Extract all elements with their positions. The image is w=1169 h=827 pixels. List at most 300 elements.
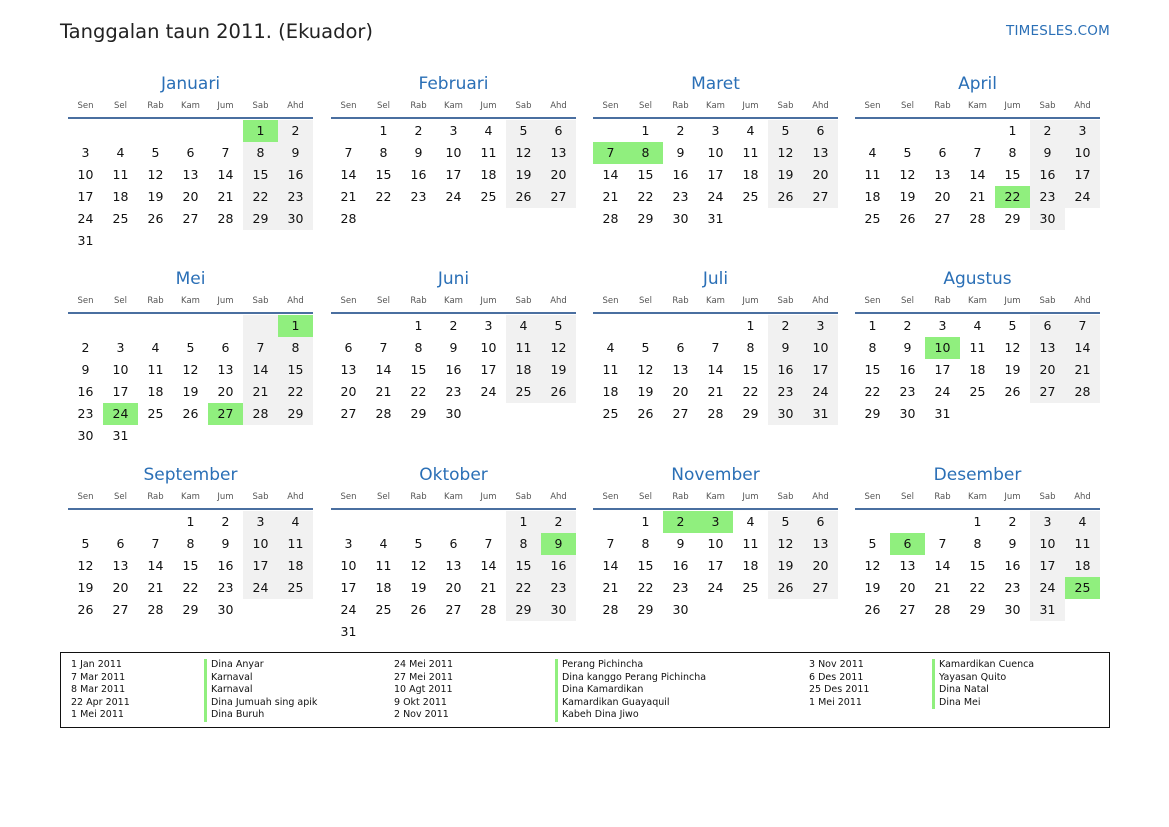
day-cell: 14 [602, 167, 619, 182]
empty-day-cell [1030, 403, 1065, 425]
day-cell: 23 [77, 406, 94, 421]
day-cell: 5 [81, 536, 90, 551]
day-cell: 16 [672, 167, 689, 182]
empty-day-cell [401, 208, 436, 230]
empty-day-cell [243, 230, 278, 252]
day-cell: 19 [1004, 362, 1021, 377]
day-cell: 30 [672, 602, 689, 617]
month-title: Oktober [419, 465, 488, 485]
day-cell: 6 [344, 340, 353, 355]
day-cell: 7 [484, 536, 493, 551]
empty-day-cell [471, 511, 506, 533]
day-cell: 26 [768, 186, 803, 208]
day-cell: 17 [1065, 164, 1100, 186]
month-januari [68, 72, 313, 252]
empty-day-cell [471, 621, 506, 643]
legend-dates-col-1 [71, 659, 130, 722]
day-cell: 8 [278, 337, 313, 359]
day-cell: 4 [1065, 511, 1100, 533]
month-title: Juni [437, 269, 470, 289]
month-title: Juli [702, 269, 729, 289]
day-cell: 21 [147, 580, 164, 595]
page-title: Tanggalan taun 2011. (Ekuador) [60, 20, 374, 43]
day-cell: 27 [899, 602, 916, 617]
day-cell: 5 [541, 315, 576, 337]
day-cell: 27 [112, 602, 129, 617]
header-divider [855, 508, 1100, 510]
day-cell: 1 [379, 123, 388, 138]
weekday-label: Sen [77, 296, 94, 306]
month-agustus [855, 267, 1100, 425]
day-cell: 28 [480, 602, 497, 617]
weekday-label: Sab [777, 101, 794, 111]
header-divider [593, 312, 838, 314]
day-cell: 29 [637, 211, 654, 226]
weekday-label: Ahd [287, 492, 304, 502]
day-cell: 9 [676, 145, 685, 160]
day-cell: 1 [186, 514, 195, 529]
holiday-day-cell: 3 [698, 511, 733, 533]
header-divider [331, 508, 576, 510]
empty-day-cell [593, 511, 628, 533]
day-cell: 5 [903, 145, 912, 160]
day-cell: 22 [969, 580, 986, 595]
empty-day-cell [698, 599, 733, 621]
day-cell: 13 [672, 362, 689, 377]
day-cell: 28 [602, 211, 619, 226]
day-cell: 19 [768, 555, 803, 577]
day-cell: 2 [1030, 120, 1065, 142]
weekday-header [593, 291, 838, 311]
day-cell: 6 [1030, 315, 1065, 337]
day-cell: 6 [676, 340, 685, 355]
day-cell: 11 [506, 337, 541, 359]
day-cell: 7 [938, 536, 947, 551]
day-cell: 27 [541, 186, 576, 208]
weekday-label: Sel [901, 296, 914, 306]
day-cell: 1 [506, 511, 541, 533]
weekday-label: Sen [77, 101, 94, 111]
weekday-header [855, 96, 1100, 116]
legend-holiday-name: Perang Pichincha [555, 659, 706, 672]
day-cell: 1 [1008, 123, 1017, 138]
weekday-label: Rab [410, 101, 427, 111]
day-cell: 8 [746, 340, 755, 355]
header-divider [68, 312, 313, 314]
day-cell: 9 [768, 337, 803, 359]
weekday-label: Jum [217, 101, 234, 111]
legend-date: 7 Mar 2011 [71, 671, 126, 683]
day-cell: 11 [864, 167, 881, 182]
day-grid [68, 120, 313, 252]
weekday-label: Rab [934, 101, 951, 111]
day-cell: 20 [672, 384, 689, 399]
holiday-day-cell: 2 [663, 511, 698, 533]
day-cell: 28 [147, 602, 164, 617]
weekday-label: Sab [515, 492, 532, 502]
day-cell: 11 [375, 558, 392, 573]
weekday-label: Ahd [1074, 101, 1091, 111]
day-cell: 4 [746, 123, 755, 138]
day-cell: 17 [77, 189, 94, 204]
day-cell: 5 [868, 536, 877, 551]
weekday-label: Sel [639, 492, 652, 502]
day-cell: 21 [1065, 359, 1100, 381]
day-cell: 7 [151, 536, 160, 551]
day-cell: 3 [1030, 511, 1065, 533]
day-cell: 6 [803, 120, 838, 142]
day-cell: 18 [112, 189, 129, 204]
day-cell: 28 [1065, 381, 1100, 403]
weekday-label: Sen [77, 492, 94, 502]
day-cell: 19 [410, 580, 427, 595]
header-divider [331, 312, 576, 314]
day-cell: 6 [186, 145, 195, 160]
day-cell: 23 [1004, 580, 1021, 595]
day-cell: 17 [707, 167, 724, 182]
day-cell: 15 [506, 555, 541, 577]
day-cell: 6 [116, 536, 125, 551]
day-cell: 8 [1008, 145, 1017, 160]
day-cell: 2 [768, 315, 803, 337]
day-cell: 6 [449, 536, 458, 551]
day-cell: 29 [182, 602, 199, 617]
day-cell: 5 [186, 340, 195, 355]
day-cell: 15 [182, 558, 199, 573]
empty-day-cell [768, 208, 803, 230]
legend-holiday-name: Dina Jumuah sing apik [204, 697, 317, 710]
day-cell: 28 [969, 211, 986, 226]
weekday-label: Sel [377, 296, 390, 306]
day-cell: 1 [868, 318, 877, 333]
weekday-label: Jum [1004, 296, 1021, 306]
day-cell: 18 [278, 555, 313, 577]
day-cell: 24 [707, 580, 724, 595]
day-cell: 22 [278, 381, 313, 403]
weekday-label: Sab [252, 296, 269, 306]
day-cell: 17 [340, 580, 357, 595]
empty-day-cell [103, 511, 138, 533]
weekday-label: Sel [114, 492, 127, 502]
day-cell: 19 [182, 384, 199, 399]
day-cell: 30 [445, 406, 462, 421]
day-cell: 25 [112, 211, 129, 226]
day-cell: 5 [641, 340, 650, 355]
day-cell: 18 [480, 167, 497, 182]
weekday-label: Rab [147, 296, 164, 306]
day-cell: 9 [221, 536, 230, 551]
empty-day-cell [208, 315, 243, 337]
empty-day-cell [436, 621, 471, 643]
day-cell: 17 [445, 167, 462, 182]
day-cell: 29 [742, 406, 759, 421]
day-cell: 21 [707, 384, 724, 399]
weekday-label: Sen [340, 492, 357, 502]
day-cell: 25 [147, 406, 164, 421]
empty-day-cell [733, 599, 768, 621]
legend-holiday-name: Dina Anyar [204, 659, 317, 672]
day-cell: 14 [1065, 337, 1100, 359]
day-cell: 27 [803, 186, 838, 208]
day-cell: 30 [541, 599, 576, 621]
day-cell: 17 [1030, 555, 1065, 577]
day-cell: 12 [768, 533, 803, 555]
day-cell: 15 [864, 362, 881, 377]
day-cell: 21 [480, 580, 497, 595]
brand-link[interactable]: TIMESLES.COM [1006, 23, 1110, 39]
day-cell: 2 [414, 123, 423, 138]
day-cell: 31 [803, 403, 838, 425]
empty-day-cell [925, 511, 960, 533]
day-cell: 15 [375, 167, 392, 182]
weekday-label: Sab [252, 101, 269, 111]
day-cell: 31 [340, 624, 357, 639]
weekday-header [331, 96, 576, 116]
day-cell: 20 [217, 384, 234, 399]
day-cell: 7 [973, 145, 982, 160]
day-cell: 1 [414, 318, 423, 333]
empty-day-cell [103, 120, 138, 142]
day-cell: 12 [899, 167, 916, 182]
day-cell: 5 [151, 145, 160, 160]
day-cell: 23 [768, 381, 803, 403]
weekday-label: Rab [934, 296, 951, 306]
day-cell: 30 [899, 406, 916, 421]
weekday-label: Kam [968, 492, 987, 502]
month-maret [593, 72, 838, 230]
day-cell: 30 [217, 602, 234, 617]
day-cell: 30 [278, 208, 313, 230]
weekday-label: Rab [934, 492, 951, 502]
day-cell: 7 [606, 536, 615, 551]
weekday-label: Sel [377, 492, 390, 502]
day-cell: 1 [973, 514, 982, 529]
day-cell: 11 [112, 167, 129, 182]
day-cell: 31 [112, 428, 129, 443]
day-cell: 21 [934, 580, 951, 595]
day-cell: 12 [410, 558, 427, 573]
day-cell: 7 [243, 337, 278, 359]
day-cell: 28 [707, 406, 724, 421]
day-cell: 23 [541, 577, 576, 599]
weekday-header [68, 96, 313, 116]
day-cell: 6 [541, 120, 576, 142]
day-cell: 21 [602, 580, 619, 595]
day-cell: 17 [803, 359, 838, 381]
day-cell: 16 [77, 384, 94, 399]
month-juli [593, 267, 838, 425]
day-cell: 26 [410, 602, 427, 617]
day-cell: 24 [1065, 186, 1100, 208]
day-cell: 26 [77, 602, 94, 617]
day-cell: 13 [340, 362, 357, 377]
day-cell: 19 [637, 384, 654, 399]
day-cell: 15 [969, 558, 986, 573]
header-divider [855, 312, 1100, 314]
month-desember [855, 463, 1100, 621]
legend-holiday-name: Kamardikan Guayaquil [555, 697, 706, 710]
weekday-label: Ahd [550, 101, 567, 111]
day-cell: 4 [278, 511, 313, 533]
day-cell: 25 [480, 189, 497, 204]
day-cell: 21 [217, 189, 234, 204]
holiday-legend [60, 652, 1110, 728]
day-cell: 20 [934, 189, 951, 204]
day-cell: 22 [864, 384, 881, 399]
day-cell: 2 [676, 123, 685, 138]
day-cell: 20 [182, 189, 199, 204]
day-cell: 24 [445, 189, 462, 204]
weekday-label: Sel [377, 101, 390, 111]
day-cell: 27 [340, 406, 357, 421]
day-cell: 10 [803, 337, 838, 359]
weekday-header [331, 487, 576, 507]
day-cell: 17 [243, 555, 278, 577]
empty-day-cell [698, 315, 733, 337]
day-cell: 1 [746, 318, 755, 333]
empty-day-cell [890, 511, 925, 533]
day-cell: 21 [340, 189, 357, 204]
day-cell: 21 [243, 381, 278, 403]
day-cell: 3 [938, 318, 947, 333]
day-cell: 26 [864, 602, 881, 617]
day-cell: 23 [1030, 186, 1065, 208]
empty-day-cell [401, 511, 436, 533]
day-cell: 11 [742, 536, 759, 551]
header-divider [68, 117, 313, 119]
month-title: Maret [691, 74, 740, 94]
legend-holiday-name: Dina Buruh [204, 709, 317, 722]
day-cell: 16 [541, 555, 576, 577]
day-cell: 28 [243, 403, 278, 425]
weekday-label: Ahd [550, 492, 567, 502]
day-cell: 15 [1004, 167, 1021, 182]
month-title: April [958, 74, 997, 94]
weekday-label: Ahd [812, 101, 829, 111]
day-cell: 22 [182, 580, 199, 595]
day-cell: 1 [641, 514, 650, 529]
day-cell: 27 [1030, 381, 1065, 403]
month-september [68, 463, 313, 621]
day-cell: 8 [414, 340, 423, 355]
empty-day-cell [366, 621, 401, 643]
day-cell: 23 [672, 189, 689, 204]
holiday-day-cell: 25 [1065, 577, 1100, 599]
day-grid [68, 511, 313, 621]
day-cell: 27 [672, 406, 689, 421]
empty-day-cell [208, 230, 243, 252]
weekday-label: Rab [672, 296, 689, 306]
day-cell: 24 [707, 189, 724, 204]
empty-day-cell [401, 621, 436, 643]
day-cell: 29 [278, 403, 313, 425]
legend-date: 24 Mei 2011 [394, 659, 453, 670]
day-cell: 23 [217, 580, 234, 595]
weekday-label: Sab [777, 296, 794, 306]
empty-day-cell [366, 208, 401, 230]
empty-day-cell [541, 621, 576, 643]
empty-day-cell [663, 315, 698, 337]
day-cell: 19 [768, 164, 803, 186]
empty-day-cell [138, 230, 173, 252]
day-cell: 31 [77, 233, 94, 248]
day-cell: 31 [707, 211, 724, 226]
day-cell: 13 [1030, 337, 1065, 359]
day-cell: 8 [379, 145, 388, 160]
weekday-label: Sel [639, 296, 652, 306]
month-title: Februari [418, 74, 489, 94]
weekday-label: Kam [706, 296, 725, 306]
weekday-label: Jum [480, 296, 497, 306]
legend-date: 6 Des 2011 [809, 671, 864, 683]
day-cell: 3 [1065, 120, 1100, 142]
weekday-label: Sen [602, 296, 619, 306]
weekday-header [593, 96, 838, 116]
day-cell: 5 [768, 511, 803, 533]
day-cell: 20 [541, 164, 576, 186]
day-cell: 8 [243, 142, 278, 164]
day-cell: 6 [803, 511, 838, 533]
empty-day-cell [436, 208, 471, 230]
weekday-header [331, 291, 576, 311]
legend-holiday-name: Dina kanggo Perang Pichincha [555, 672, 706, 685]
holiday-day-cell: 24 [103, 403, 138, 425]
day-cell: 19 [77, 580, 94, 595]
empty-day-cell [366, 511, 401, 533]
day-cell: 10 [707, 145, 724, 160]
day-cell: 25 [375, 602, 392, 617]
weekday-label: Kam [968, 101, 987, 111]
day-cell: 27 [803, 577, 838, 599]
day-cell: 12 [77, 558, 94, 573]
weekday-label: Ahd [812, 492, 829, 502]
day-cell: 26 [637, 406, 654, 421]
weekday-label: Sen [602, 101, 619, 111]
day-cell: 4 [973, 318, 982, 333]
day-cell: 17 [112, 384, 129, 399]
day-cell: 29 [969, 602, 986, 617]
day-cell: 31 [934, 406, 951, 421]
weekday-label: Sab [1039, 492, 1056, 502]
day-cell: 4 [151, 340, 160, 355]
empty-day-cell [138, 315, 173, 337]
day-cell: 19 [506, 164, 541, 186]
day-cell: 30 [1030, 208, 1065, 230]
day-cell: 29 [410, 406, 427, 421]
weekday-label: Sen [864, 101, 881, 111]
day-grid [593, 315, 838, 425]
day-cell: 26 [768, 577, 803, 599]
day-cell: 16 [1030, 164, 1065, 186]
empty-day-cell [331, 511, 366, 533]
weekday-label: Kam [181, 101, 200, 111]
day-cell: 18 [969, 362, 986, 377]
day-cell: 18 [742, 167, 759, 182]
day-cell: 12 [1004, 340, 1021, 355]
day-cell: 9 [676, 536, 685, 551]
weekday-label: Jum [1004, 101, 1021, 111]
month-oktober [331, 463, 576, 643]
day-cell: 20 [803, 164, 838, 186]
empty-day-cell [471, 403, 506, 425]
legend-date: 10 Agt 2011 [394, 684, 453, 695]
day-cell: 14 [707, 362, 724, 377]
day-cell: 11 [480, 145, 497, 160]
weekday-header [68, 291, 313, 311]
legend-date: 25 Des 2011 [809, 684, 870, 695]
day-grid [855, 120, 1100, 230]
empty-day-cell [138, 511, 173, 533]
